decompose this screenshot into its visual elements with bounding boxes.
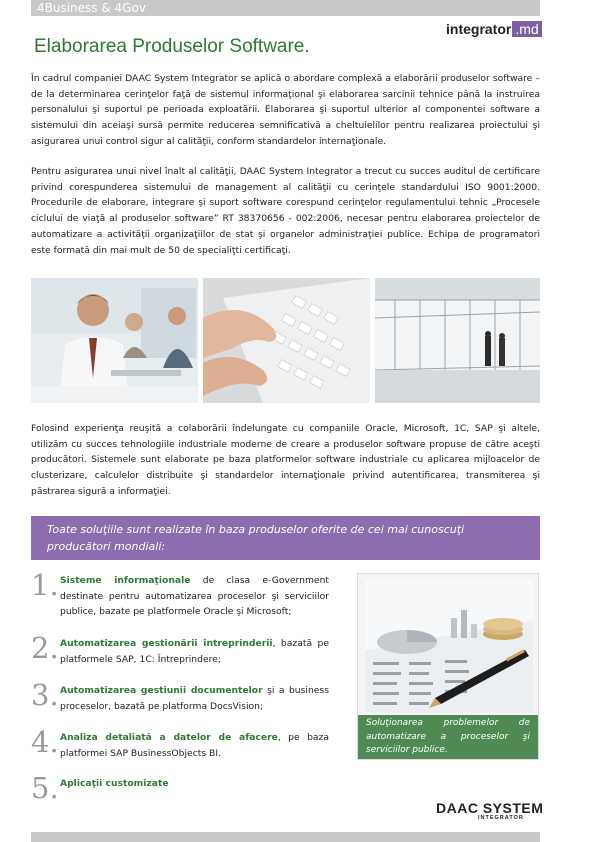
list-number: 5. — [31, 771, 59, 805]
photo-strip — [31, 278, 540, 403]
photo-office-team — [31, 278, 198, 403]
list-number: 2. — [31, 631, 59, 665]
list-rest: şi a business proceselor, bazată pe platforma DocsVision; — [60, 685, 329, 712]
list-text — [60, 776, 329, 792]
photo-keyboard-hands — [203, 278, 370, 403]
list-text — [60, 683, 329, 714]
caption-text: Soluţionarea problemelor de automatizare a proceselor şi serviciilor publice. — [366, 718, 530, 755]
logo-suffix: .md — [512, 21, 541, 37]
integrator-logo — [446, 20, 542, 38]
list-highlight: Sisteme informaţionale — [60, 575, 191, 586]
section-label: 4Business & 4Gov — [37, 1, 146, 15]
list-number: 4. — [31, 725, 59, 759]
top-section-bar — [31, 0, 540, 16]
list-rest: , bazată pe platformele SAP, 1C: Întreprindere; — [60, 638, 329, 665]
list-text — [60, 636, 329, 667]
list-text — [60, 730, 329, 761]
callout-banner — [31, 516, 540, 560]
daac-logo — [436, 800, 544, 821]
list-number: 1. — [31, 568, 59, 602]
bottom-bar — [31, 832, 540, 842]
photo-pen-and-reports — [365, 580, 533, 712]
brand-name: DAAC SYSTEM — [436, 800, 544, 816]
callout-text: Toate soluţiile sunt realizate în baza produselor oferite de cei mai cunoscuţi producători mondiali: — [47, 523, 465, 553]
brand-sub: INTEGRATOR — [478, 815, 524, 821]
photo-glass-building — [375, 278, 540, 403]
list-rest: de clasa e-Government destinate pentru automatizarea proceselor şi serviciilor publice, bazate pe platformele Oracle şi Microsoft; — [60, 575, 330, 618]
figure-caption — [358, 715, 538, 759]
technology-paragraph: Folosind experienţa reuşită a colaborării îndelungate cu companiile Oracle, Microsoft, 1C, SAP şi altele, utilizăm cu succes tehnologiile industriale moderne de creare a produselor software propuse de către aceşti producători. Sistemele sunt elaborate pe baza platformelor software industriale cu aplicarea mijloacelor de clusterizare, calculelor distribuite şi standardelor internaţionale privind autentificarea, transmiterea şi păstrarea sigură a informaţiei. — [31, 423, 540, 497]
list-number: 3. — [31, 678, 59, 712]
quality-paragraph: Pentru asigurarea unui nivel înalt al calităţii, DAAC System Integrator a trecut cu succes auditul de certificare privind corespunderea sistemului de management al calităţii cu cerinţele standardului ISO 9001:2000. Procedurile de elaborare, integrare şi suport software corespund cerinţelor regulamentului tehnic „Procesele ciclului de viaţă al produselor software” RT 38370656 - 002:2006, necesar pentru elaborarea proiectelor de automatizare a activităţii organizaţiilor de stat şi organelor administraţiei publice. Echipa de programatori este formată din mai mult de 50 de specialiţti certificaţi. — [31, 166, 540, 256]
list-highlight: Automatizarea gestionării întreprinderii — [60, 638, 273, 649]
list-text — [60, 573, 329, 620]
intro-paragraph: În cadrul companiei DAAC System Integrator se aplică o abordare complexă a elaborării produselor software – de la determinarea cerinţelor faţă de sistemul informaţional şi elaborarea sarcinii tehnice până la instruirea personalului şi suportul pe perioada exploatării. Elaborarea şi suportul ulterior al componentei software a sistemului din aceiaşi sursă permite reducerea semnificativă a cheltuielilor pentru realizarea proiectului şi asigurarea unui control sigur al calităţii, conform standardelor internaţionale. — [31, 73, 540, 147]
list-highlight: Aplicaţii customizate — [60, 778, 169, 789]
sidebar-figure — [357, 573, 539, 760]
list-highlight: Analiza detaliată a datelor de afacere — [60, 732, 278, 743]
list-rest: , pe baza platformei SAP BusinessObjects BI. — [60, 732, 329, 759]
list-highlight: Automatizarea gestiunii documentelor — [60, 685, 263, 696]
logo-text: integrator — [446, 21, 512, 37]
page-title: Elaborarea Produselor Software. — [34, 36, 310, 57]
